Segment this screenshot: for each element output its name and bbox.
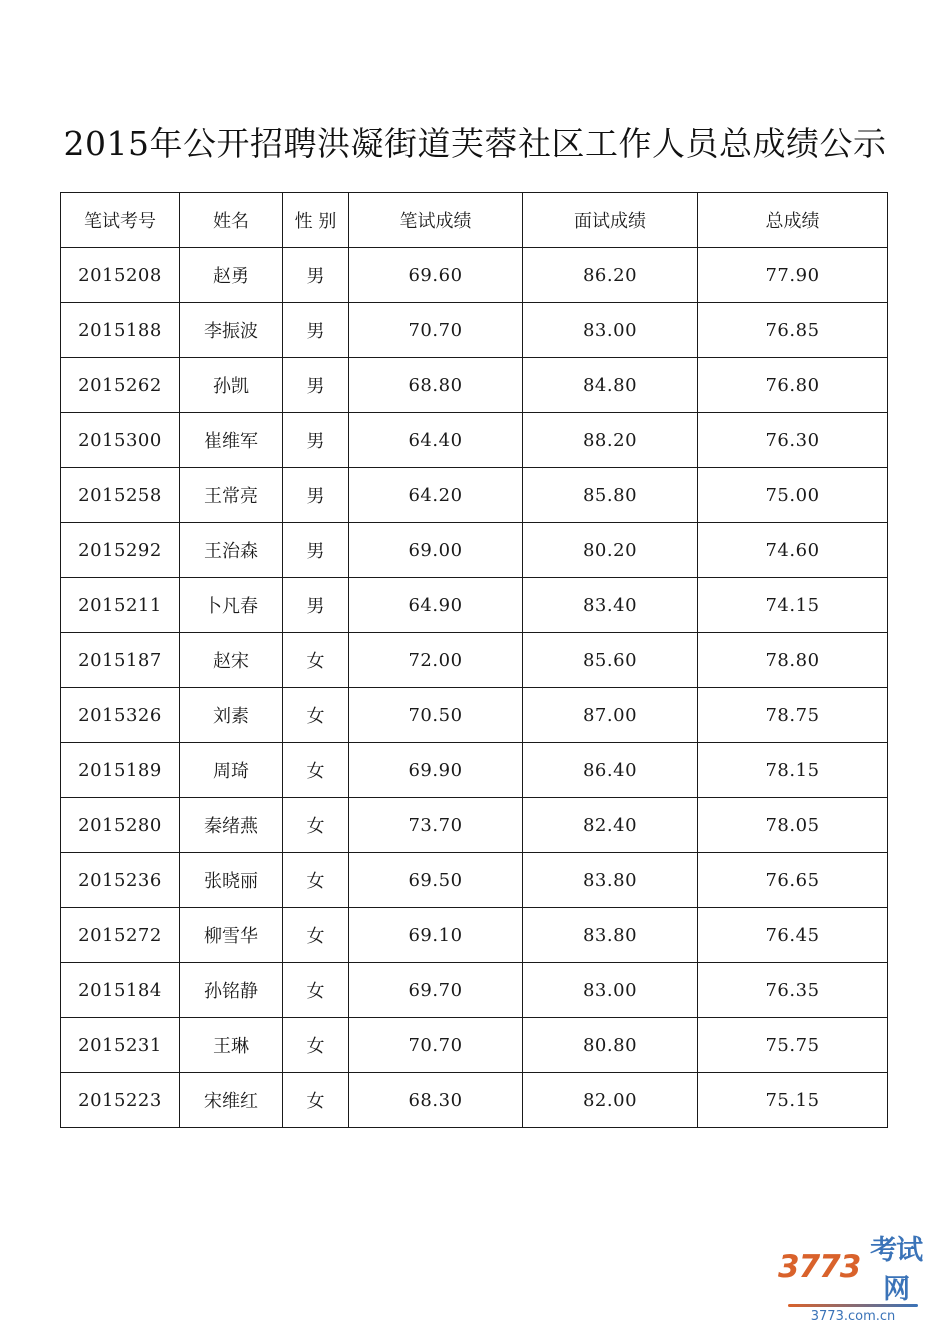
table-row [61, 743, 888, 798]
cell-total-score: 78.75 [698, 688, 888, 743]
cell-written-score: 69.50 [349, 853, 523, 908]
cell-exam-number: 2015300 [61, 413, 180, 468]
cell-exam-number: 2015272 [61, 908, 180, 963]
cell-written-score: 73.70 [349, 798, 523, 853]
col-header-written-score: 笔试成绩 [349, 193, 523, 248]
cell-name: 孙凯 [180, 358, 283, 413]
cell-total-score: 78.05 [698, 798, 888, 853]
cell-interview-score: 80.20 [523, 523, 698, 578]
cell-total-score: 76.85 [698, 303, 888, 358]
cell-total-score: 77.90 [698, 248, 888, 303]
table-row [61, 798, 888, 853]
cell-written-score: 69.70 [349, 963, 523, 1018]
cell-interview-score: 83.40 [523, 578, 698, 633]
scores-table [60, 192, 888, 1128]
cell-gender: 女 [283, 798, 349, 853]
table-row [61, 853, 888, 908]
cell-interview-score: 83.00 [523, 963, 698, 1018]
cell-exam-number: 2015208 [61, 248, 180, 303]
table-row [61, 1073, 888, 1128]
cell-gender: 男 [283, 413, 349, 468]
cell-exam-number: 2015223 [61, 1073, 180, 1128]
cell-total-score: 76.80 [698, 358, 888, 413]
cell-gender: 男 [283, 358, 349, 413]
cell-written-score: 68.80 [349, 358, 523, 413]
cell-written-score: 70.70 [349, 1018, 523, 1073]
cell-name: 宋维红 [180, 1073, 283, 1128]
col-header-interview-score: 面试成绩 [523, 193, 698, 248]
cell-total-score: 78.15 [698, 743, 888, 798]
cell-exam-number: 2015280 [61, 798, 180, 853]
watermark-logo-text: 考试网 [870, 1235, 923, 1305]
cell-gender: 女 [283, 908, 349, 963]
col-header-name: 姓名 [180, 193, 283, 248]
cell-gender: 女 [283, 1018, 349, 1073]
cell-name: 周琦 [180, 743, 283, 798]
cell-written-score: 70.70 [349, 303, 523, 358]
cell-written-score: 69.10 [349, 908, 523, 963]
table-row [61, 358, 888, 413]
cell-gender: 女 [283, 633, 349, 688]
cell-gender: 女 [283, 1073, 349, 1128]
table-row [61, 688, 888, 743]
cell-gender: 男 [283, 578, 349, 633]
col-header-total-score: 总成绩 [698, 193, 888, 248]
cell-exam-number: 2015211 [61, 578, 180, 633]
table-row [61, 578, 888, 633]
cell-exam-number: 2015262 [61, 358, 180, 413]
cell-interview-score: 88.20 [523, 413, 698, 468]
cell-name: 崔维军 [180, 413, 283, 468]
cell-exam-number: 2015292 [61, 523, 180, 578]
cell-written-score: 72.00 [349, 633, 523, 688]
cell-interview-score: 85.80 [523, 468, 698, 523]
cell-interview-score: 80.80 [523, 1018, 698, 1073]
cell-exam-number: 2015236 [61, 853, 180, 908]
cell-exam-number: 2015188 [61, 303, 180, 358]
cell-name: 李振波 [180, 303, 283, 358]
table-header-row [61, 193, 888, 248]
cell-name: 赵勇 [180, 248, 283, 303]
cell-gender: 女 [283, 743, 349, 798]
cell-exam-number: 2015189 [61, 743, 180, 798]
cell-written-score: 64.20 [349, 468, 523, 523]
cell-gender: 男 [283, 523, 349, 578]
cell-interview-score: 87.00 [523, 688, 698, 743]
cell-interview-score: 83.00 [523, 303, 698, 358]
table-row [61, 633, 888, 688]
col-header-gender: 性 别 [283, 193, 349, 248]
watermark-logo [778, 1228, 928, 1306]
table-body [61, 248, 888, 1128]
cell-total-score: 76.45 [698, 908, 888, 963]
cell-name: 张晓丽 [180, 853, 283, 908]
cell-total-score: 76.65 [698, 853, 888, 908]
cell-written-score: 69.60 [349, 248, 523, 303]
site-watermark [778, 1228, 928, 1324]
cell-exam-number: 2015187 [61, 633, 180, 688]
cell-interview-score: 83.80 [523, 908, 698, 963]
table-row [61, 468, 888, 523]
cell-interview-score: 86.40 [523, 743, 698, 798]
page-title: 2015年公开招聘洪凝街道芙蓉社区工作人员总成绩公示 [63, 124, 887, 163]
cell-gender: 男 [283, 303, 349, 358]
cell-interview-score: 82.40 [523, 798, 698, 853]
cell-total-score: 76.30 [698, 413, 888, 468]
table-row [61, 248, 888, 303]
cell-total-score: 74.60 [698, 523, 888, 578]
cell-interview-score: 84.80 [523, 358, 698, 413]
cell-exam-number: 2015326 [61, 688, 180, 743]
cell-name: 柳雪华 [180, 908, 283, 963]
table-row [61, 908, 888, 963]
cell-interview-score: 85.60 [523, 633, 698, 688]
cell-interview-score: 82.00 [523, 1073, 698, 1128]
table-row [61, 303, 888, 358]
cell-interview-score: 86.20 [523, 248, 698, 303]
cell-name: 刘素 [180, 688, 283, 743]
cell-exam-number: 2015258 [61, 468, 180, 523]
cell-written-score: 64.90 [349, 578, 523, 633]
watermark-url: 3773.com.cn [810, 1309, 896, 1324]
cell-name: 王琳 [180, 1018, 283, 1073]
cell-total-score: 74.15 [698, 578, 888, 633]
cell-total-score: 76.35 [698, 963, 888, 1018]
cell-exam-number: 2015184 [61, 963, 180, 1018]
cell-written-score: 69.90 [349, 743, 523, 798]
cell-gender: 女 [283, 688, 349, 743]
cell-name: 赵宋 [180, 633, 283, 688]
cell-total-score: 75.15 [698, 1073, 888, 1128]
cell-total-score: 78.80 [698, 633, 888, 688]
cell-exam-number: 2015231 [61, 1018, 180, 1073]
watermark-logo-number: 3773 [778, 1249, 861, 1285]
cell-name: 孙铭静 [180, 963, 283, 1018]
cell-name: 卜凡春 [180, 578, 283, 633]
cell-written-score: 70.50 [349, 688, 523, 743]
cell-gender: 男 [283, 248, 349, 303]
cell-gender: 女 [283, 963, 349, 1018]
cell-written-score: 69.00 [349, 523, 523, 578]
cell-written-score: 64.40 [349, 413, 523, 468]
cell-name: 王常亮 [180, 468, 283, 523]
col-header-exam-number: 笔试考号 [61, 193, 180, 248]
cell-total-score: 75.00 [698, 468, 888, 523]
cell-written-score: 68.30 [349, 1073, 523, 1128]
cell-name: 秦绪燕 [180, 798, 283, 853]
cell-gender: 女 [283, 853, 349, 908]
cell-name: 王治森 [180, 523, 283, 578]
cell-total-score: 75.75 [698, 1018, 888, 1073]
table-row [61, 523, 888, 578]
table-row [61, 963, 888, 1018]
cell-gender: 男 [283, 468, 349, 523]
cell-interview-score: 83.80 [523, 853, 698, 908]
table-row [61, 413, 888, 468]
table-row [61, 1018, 888, 1073]
